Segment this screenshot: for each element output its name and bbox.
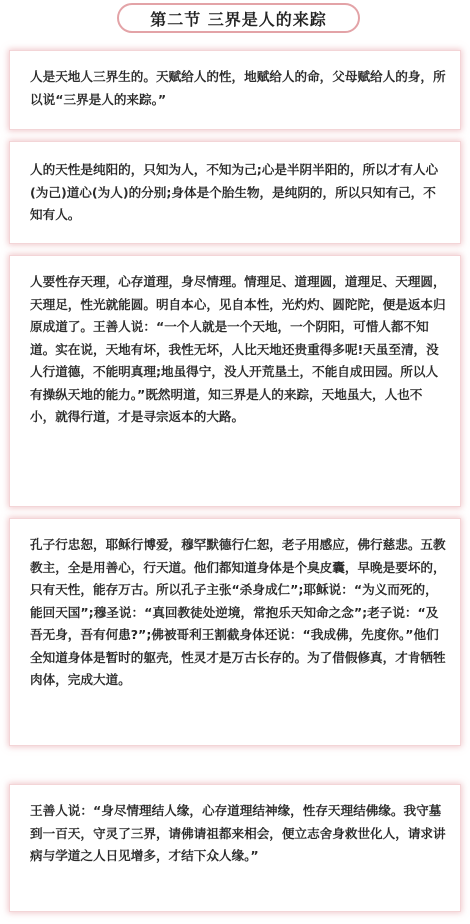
paragraph-card-4 [9,518,461,746]
paragraph-text: 孔子行忠恕，耶稣行博爱，穆罕默德行仁恕，老子用感应，佛行慈悲。五教教主，全是用善心，行天道。他们都知道身体是个臭皮囊，早晚是要坏的，只有天性，能存万古。所以孔子主张“杀身成仁”;耶稣说：“为义而死的，能回天国”;穆圣说：“真回教徒处逆境，常抱乐天知命之念”;老子说：“及吾无身，吾有何患?”;佛被哥利王割截身体还说：“我成佛，先度你。”他们全知道身体是暂时的躯壳，性灵才是万古长存的。为了借假修真，才肯牺牲肉体，完成大道。 [30,537,446,687]
paragraph-card-1 [9,50,461,130]
paragraph-card-5 [9,784,461,912]
paragraph-text: 人是天地人三界生的。天赋给人的性，地赋给人的命，父母赋给人的身，所以说“三界是人的来踪。” [30,69,446,107]
paragraph-text: 王善人说：“身尽情理结人缘，心存道理结神缘，性存天理结佛缘。我守墓到一百天，守灵了三界，请佛请祖都来相会，便立志舍身救世化人，请求讲病与学道之人日见增多，才结下众人缘。” [30,803,446,863]
paragraph-card-2 [9,141,461,244]
paragraph-text: 人的天性是纯阳的，只知为人，不知为己;心是半阴半阳的，所以才有人心(为己)道心(为人)的分别;身体是个胎生物，是纯阴的，所以只知有己，不知有人。 [30,162,439,222]
section-header [0,0,470,40]
paragraph-text: 人要性存天理，心存道理，身尽情理。情理足、道理圆，道理足、天理圆，天理足，性光就能圆。明自本心，见自本性，光灼灼、圆陀陀，便是返本归原成道了。王善人说：“一个人就是一个天地，一个阴阳，可惜人都不知道。实在说，天地有坏，我性无坏，人比天地还贵重得多呢!天虽至清，没人行道德，不能明真理;地虽得宁，没人开荒垦土，不能自成田园。所以人有操纵天地的能力。”既然明道，知三界是人的来踪，天地虽大，人也不小，就得行道，才是寻宗返本的大路。 [30,274,446,424]
section-title: 第二节 三界是人的来踪 [117,3,360,33]
paragraph-card-3 [9,255,461,507]
